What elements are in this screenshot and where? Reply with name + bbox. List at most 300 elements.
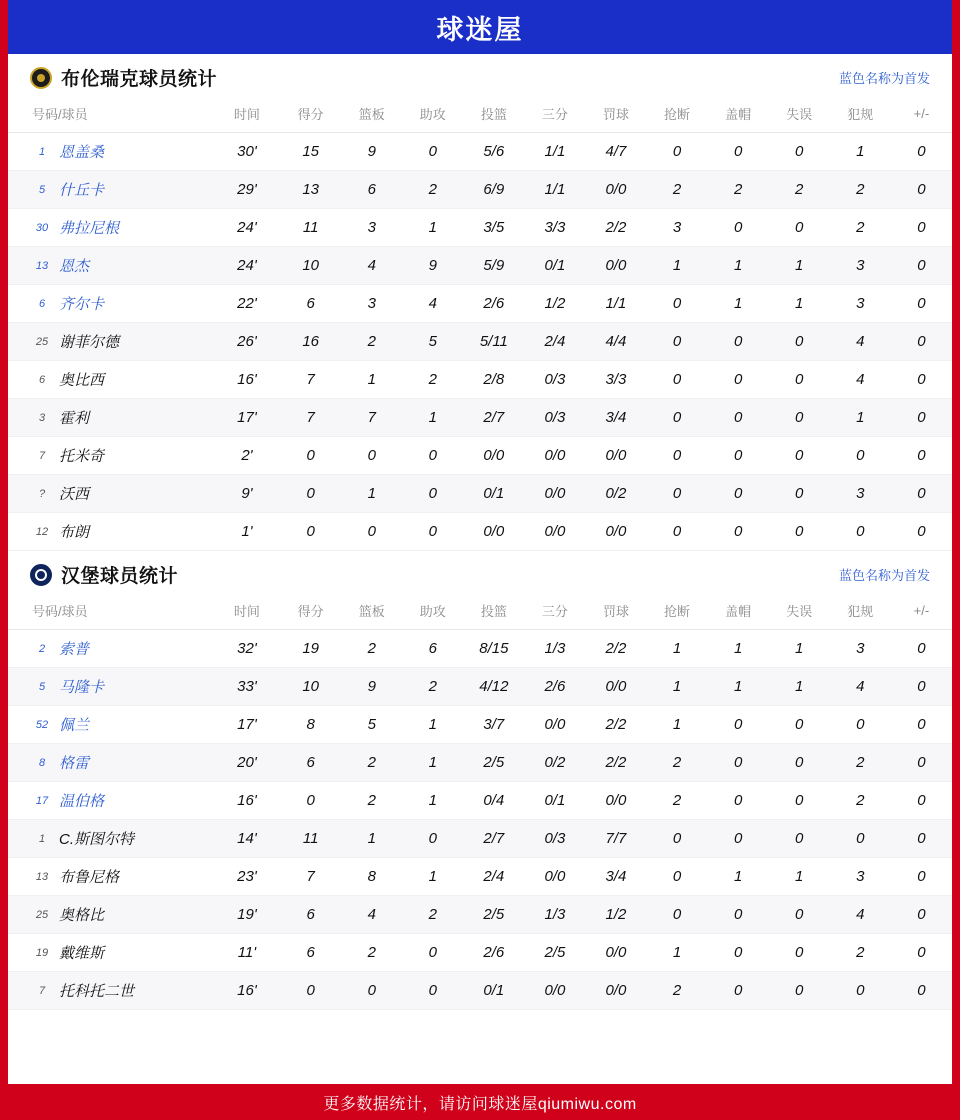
- stat-cell: 0: [830, 706, 891, 744]
- stat-cell: 0: [708, 361, 769, 399]
- stat-cell: 0: [769, 513, 830, 551]
- stat-cell: 0: [708, 782, 769, 820]
- stat-cell: 0: [769, 437, 830, 475]
- stat-cell: 16': [214, 972, 280, 1010]
- stat-cell: 2/2: [585, 744, 646, 782]
- player-name: 布朗: [59, 524, 90, 541]
- stat-cell: 2: [341, 744, 402, 782]
- player-cell: [8, 630, 214, 668]
- stat-cell: 24': [214, 247, 280, 285]
- stat-cell: 2: [647, 744, 708, 782]
- column-header: 投篮: [463, 594, 524, 630]
- stat-cell: 1: [647, 668, 708, 706]
- stat-cell: 0: [769, 820, 830, 858]
- stat-cell: 1: [708, 247, 769, 285]
- stat-cell: 0: [708, 437, 769, 475]
- column-header: 抢断: [647, 594, 708, 630]
- stat-cell: 7: [280, 361, 341, 399]
- stat-cell: 7: [280, 858, 341, 896]
- stat-cell: 0: [280, 513, 341, 551]
- stat-cell: 0: [891, 744, 952, 782]
- table-row[interactable]: [8, 820, 952, 858]
- stat-cell: 0/1: [463, 972, 524, 1010]
- stat-cell: 0/0: [585, 247, 646, 285]
- stat-cell: 0: [708, 133, 769, 171]
- stat-cell: 0/1: [524, 247, 585, 285]
- stat-cell: 0: [402, 133, 463, 171]
- stat-cell: 8/15: [463, 630, 524, 668]
- stat-cell: 0/0: [585, 668, 646, 706]
- stat-cell: 1: [647, 247, 708, 285]
- stat-cell: 0/0: [524, 972, 585, 1010]
- stat-cell: 4: [341, 896, 402, 934]
- player-stats-table: [8, 594, 952, 1010]
- player-name: 沃西: [59, 486, 90, 503]
- stat-cell: 0: [341, 513, 402, 551]
- player-number: 12: [35, 525, 49, 538]
- table-row[interactable]: [8, 972, 952, 1010]
- stat-cell: 0: [769, 896, 830, 934]
- stat-cell: 0: [402, 513, 463, 551]
- column-header: 篮板: [341, 97, 402, 133]
- stat-cell: 0: [891, 171, 952, 209]
- player-cell: [8, 247, 214, 285]
- stat-cell: 1: [830, 399, 891, 437]
- stat-cell: 1: [708, 858, 769, 896]
- stat-cell: 13: [280, 171, 341, 209]
- stat-cell: 0: [891, 475, 952, 513]
- column-header: 号码/球员: [8, 97, 214, 133]
- stat-cell: 1: [341, 475, 402, 513]
- stat-cell: 0: [647, 285, 708, 323]
- column-header: 时间: [214, 594, 280, 630]
- stat-cell: 0: [891, 630, 952, 668]
- player-number: 13: [35, 259, 49, 272]
- player-name: 什丘卡: [59, 182, 105, 199]
- right-rail: [952, 0, 960, 1120]
- stat-cell: 2: [647, 171, 708, 209]
- stat-cell: 0: [280, 972, 341, 1010]
- stat-cell: 0: [708, 209, 769, 247]
- table-row[interactable]: [8, 668, 952, 706]
- stat-cell: 0/0: [524, 475, 585, 513]
- player-number: 6: [38, 297, 46, 310]
- stat-cell: 1/1: [524, 171, 585, 209]
- column-header: 犯规: [830, 97, 891, 133]
- stat-cell: 3: [341, 285, 402, 323]
- stat-cell: 1: [341, 820, 402, 858]
- stat-cell: 4/7: [585, 133, 646, 171]
- stat-cell: 0: [708, 706, 769, 744]
- column-header: 罚球: [585, 594, 646, 630]
- stat-cell: 7: [341, 399, 402, 437]
- stat-cell: 4: [830, 361, 891, 399]
- player-number: 17: [35, 794, 49, 807]
- stat-cell: 0/4: [463, 782, 524, 820]
- player-cell: [8, 209, 214, 247]
- stat-cell: 3: [830, 630, 891, 668]
- stat-cell: 2/2: [585, 706, 646, 744]
- site-title: 球迷屋: [436, 14, 524, 45]
- table-row[interactable]: [8, 133, 952, 171]
- stat-cell: 0: [280, 437, 341, 475]
- player-number: 30: [35, 221, 49, 234]
- stat-cell: 0/0: [524, 706, 585, 744]
- team-title: 汉堡球员统计: [61, 566, 179, 587]
- table-row[interactable]: [8, 934, 952, 972]
- stat-cell: 2: [341, 323, 402, 361]
- player-name: 恩盖桑: [59, 144, 105, 161]
- player-number: 13: [35, 870, 49, 883]
- stat-cell: 4: [341, 247, 402, 285]
- page-header: [0, 0, 960, 54]
- stat-cell: 2: [341, 630, 402, 668]
- stat-cell: 0: [891, 361, 952, 399]
- column-header: 号码/球员: [8, 594, 214, 630]
- stat-cell: 0/0: [524, 858, 585, 896]
- player-number: 19: [35, 946, 49, 959]
- stat-cell: 0: [402, 475, 463, 513]
- player-cell: [8, 475, 214, 513]
- table-row[interactable]: [8, 399, 952, 437]
- stat-cell: 0/1: [524, 782, 585, 820]
- table-row[interactable]: [8, 896, 952, 934]
- player-name: 佩兰: [59, 717, 90, 734]
- stat-cell: 10: [280, 668, 341, 706]
- player-number: 1: [38, 832, 46, 845]
- column-header: 失误: [769, 97, 830, 133]
- stat-cell: 8: [280, 706, 341, 744]
- stat-cell: 1: [647, 706, 708, 744]
- stat-cell: 0: [647, 513, 708, 551]
- stat-cell: 6: [280, 744, 341, 782]
- stat-cell: 3: [830, 285, 891, 323]
- stat-cell: 2/6: [524, 668, 585, 706]
- stat-cell: 1: [341, 361, 402, 399]
- stat-cell: 2: [830, 934, 891, 972]
- player-number: 25: [35, 908, 49, 921]
- player-name: 谢菲尔德: [59, 334, 120, 351]
- stat-cell: 2/4: [524, 323, 585, 361]
- stat-cell: 0: [708, 896, 769, 934]
- stat-cell: 2: [769, 171, 830, 209]
- stat-cell: 3: [647, 209, 708, 247]
- stat-cell: 2: [830, 209, 891, 247]
- stat-cell: 9: [341, 668, 402, 706]
- stat-cell: 0: [769, 744, 830, 782]
- page-footer: [0, 1084, 960, 1120]
- column-header: +/-: [891, 97, 952, 133]
- stat-cell: 0: [891, 399, 952, 437]
- player-cell: [8, 399, 214, 437]
- stat-cell: 0: [769, 323, 830, 361]
- player-number: 1: [38, 145, 46, 158]
- stat-cell: 1: [402, 858, 463, 896]
- stat-cell: 2: [830, 744, 891, 782]
- stat-cell: 2/6: [463, 934, 524, 972]
- player-cell: [8, 706, 214, 744]
- player-name: 霍利: [59, 410, 90, 427]
- stat-cell: 30': [214, 133, 280, 171]
- stat-cell: 1: [769, 285, 830, 323]
- stat-cell: 0/0: [585, 782, 646, 820]
- stat-cell: 1': [214, 513, 280, 551]
- stat-cell: 0: [647, 896, 708, 934]
- stat-cell: 0: [341, 437, 402, 475]
- stat-cell: 0: [647, 820, 708, 858]
- player-cell: [8, 744, 214, 782]
- stat-cell: 0: [341, 972, 402, 1010]
- stat-cell: 0: [708, 513, 769, 551]
- stat-cell: 0: [891, 668, 952, 706]
- table-row[interactable]: [8, 171, 952, 209]
- stat-cell: 0: [891, 513, 952, 551]
- team-section-header: [8, 54, 952, 97]
- stat-cell: 1/3: [524, 896, 585, 934]
- stat-cell: 1: [402, 399, 463, 437]
- player-number: 5: [38, 183, 46, 196]
- stat-cell: 2: [402, 896, 463, 934]
- stat-cell: 0: [769, 782, 830, 820]
- stat-cell: 9: [402, 247, 463, 285]
- stat-cell: 4: [830, 323, 891, 361]
- table-row[interactable]: [8, 858, 952, 896]
- stat-cell: 17': [214, 399, 280, 437]
- stat-cell: 5/11: [463, 323, 524, 361]
- stat-cell: 1: [769, 858, 830, 896]
- left-rail: [0, 0, 8, 1120]
- player-name: 戴维斯: [59, 945, 105, 962]
- stat-cell: 0/0: [585, 972, 646, 1010]
- player-number: 3: [38, 411, 46, 424]
- player-name: 托米奇: [59, 448, 105, 465]
- player-cell: [8, 896, 214, 934]
- stat-cell: 0/0: [585, 437, 646, 475]
- stat-cell: 1/3: [524, 630, 585, 668]
- table-row[interactable]: [8, 323, 952, 361]
- column-header: 抢断: [647, 97, 708, 133]
- column-header: 盖帽: [708, 594, 769, 630]
- stat-cell: 2/7: [463, 820, 524, 858]
- stat-cell: 2/4: [463, 858, 524, 896]
- stat-cell: 2: [402, 668, 463, 706]
- stat-cell: 1: [402, 706, 463, 744]
- stat-cell: 11: [280, 209, 341, 247]
- player-cell: [8, 285, 214, 323]
- stat-cell: 0: [891, 133, 952, 171]
- stat-cell: 0: [891, 820, 952, 858]
- stat-cell: 5/9: [463, 247, 524, 285]
- column-header: 盖帽: [708, 97, 769, 133]
- stat-cell: 3/7: [463, 706, 524, 744]
- stat-cell: 0: [647, 323, 708, 361]
- stat-cell: 1: [769, 247, 830, 285]
- stat-cell: 15: [280, 133, 341, 171]
- stat-cell: 4: [830, 896, 891, 934]
- stat-cell: 0: [402, 934, 463, 972]
- stat-cell: 0: [402, 437, 463, 475]
- stat-cell: 2: [402, 171, 463, 209]
- stat-cell: 0: [769, 972, 830, 1010]
- column-header: 失误: [769, 594, 830, 630]
- table-row[interactable]: [8, 513, 952, 551]
- stat-cell: 0/3: [524, 399, 585, 437]
- stat-cell: 1: [402, 782, 463, 820]
- player-cell: [8, 171, 214, 209]
- player-cell: [8, 437, 214, 475]
- player-number: ?: [38, 487, 46, 500]
- player-number: 6: [38, 373, 46, 386]
- column-header: 助攻: [402, 97, 463, 133]
- stat-cell: 0/0: [524, 513, 585, 551]
- player-number: 7: [38, 984, 46, 997]
- stat-cell: 2: [830, 782, 891, 820]
- player-name: 托科托二世: [59, 983, 135, 1000]
- stat-cell: 29': [214, 171, 280, 209]
- player-name: 马隆卡: [59, 679, 105, 696]
- stat-cell: 0: [891, 934, 952, 972]
- stat-cell: 6: [280, 896, 341, 934]
- stat-cell: 11': [214, 934, 280, 972]
- player-cell: [8, 133, 214, 171]
- stat-cell: 0: [769, 209, 830, 247]
- stat-cell: 1: [402, 744, 463, 782]
- column-header: 三分: [524, 594, 585, 630]
- stat-cell: 5/6: [463, 133, 524, 171]
- stat-cell: 0: [830, 820, 891, 858]
- stat-cell: 0: [280, 782, 341, 820]
- stat-cell: 2/5: [524, 934, 585, 972]
- table-row[interactable]: [8, 475, 952, 513]
- stat-cell: 0: [769, 475, 830, 513]
- stat-cell: 4: [830, 668, 891, 706]
- stat-cell: 19': [214, 896, 280, 934]
- stat-cell: 17': [214, 706, 280, 744]
- team-title: 布伦瑞克球员统计: [61, 69, 218, 90]
- braunschweig-logo: [30, 67, 52, 89]
- player-number: 8: [38, 756, 46, 769]
- table-row[interactable]: [8, 706, 952, 744]
- column-header: 投篮: [463, 97, 524, 133]
- player-cell: [8, 361, 214, 399]
- stat-cell: 4/12: [463, 668, 524, 706]
- stat-cell: 0: [647, 399, 708, 437]
- stat-cell: 0: [647, 858, 708, 896]
- stat-cell: 0: [769, 399, 830, 437]
- stat-cell: 0: [769, 133, 830, 171]
- player-name: 弗拉尼根: [59, 220, 120, 237]
- stat-cell: 3/3: [524, 209, 585, 247]
- player-name: C.斯图尔特: [59, 831, 135, 848]
- stat-cell: 3/5: [463, 209, 524, 247]
- stat-cell: 1: [830, 133, 891, 171]
- stat-cell: 0: [891, 972, 952, 1010]
- stat-cell: 2': [214, 437, 280, 475]
- stat-cell: 0: [891, 896, 952, 934]
- stat-cell: 16: [280, 323, 341, 361]
- stat-cell: 2/7: [463, 399, 524, 437]
- hamburg-logo: [30, 564, 52, 586]
- player-number: 25: [35, 335, 49, 348]
- stat-cell: 5: [341, 706, 402, 744]
- player-name: 格雷: [59, 755, 90, 772]
- player-cell: [8, 323, 214, 361]
- stat-cell: 0/0: [463, 437, 524, 475]
- stat-cell: 2: [830, 171, 891, 209]
- column-header: 罚球: [585, 97, 646, 133]
- stat-cell: 2/2: [585, 209, 646, 247]
- stat-cell: 1/1: [524, 133, 585, 171]
- stat-cell: 1: [647, 630, 708, 668]
- stat-cell: 5: [402, 323, 463, 361]
- stat-cell: 2: [647, 972, 708, 1010]
- stat-cell: 0/3: [524, 361, 585, 399]
- stat-cell: 2: [341, 782, 402, 820]
- stat-cell: 0/3: [524, 820, 585, 858]
- player-name: 恩杰: [59, 258, 90, 275]
- stat-cell: 9': [214, 475, 280, 513]
- stat-cell: 3: [830, 475, 891, 513]
- table-row[interactable]: [8, 782, 952, 820]
- player-name: 齐尔卡: [59, 296, 105, 313]
- table-row[interactable]: [8, 361, 952, 399]
- table-row[interactable]: [8, 437, 952, 475]
- stat-cell: 4: [402, 285, 463, 323]
- table-row[interactable]: [8, 630, 952, 668]
- column-header: 得分: [280, 594, 341, 630]
- stat-cell: 0: [647, 133, 708, 171]
- table-row[interactable]: [8, 247, 952, 285]
- stat-cell: 1: [769, 630, 830, 668]
- stats-content: [8, 54, 952, 1084]
- player-number: 52: [35, 718, 49, 731]
- player-cell: [8, 858, 214, 896]
- stat-cell: 14': [214, 820, 280, 858]
- stat-cell: 0: [708, 934, 769, 972]
- stat-cell: 0: [280, 475, 341, 513]
- stat-cell: 3/4: [585, 858, 646, 896]
- stat-cell: 0: [708, 323, 769, 361]
- stat-cell: 0: [402, 820, 463, 858]
- table-row[interactable]: [8, 209, 952, 247]
- stat-cell: 3/4: [585, 399, 646, 437]
- stat-cell: 2/5: [463, 896, 524, 934]
- stat-cell: 2/8: [463, 361, 524, 399]
- stat-cell: 10: [280, 247, 341, 285]
- column-header: 犯规: [830, 594, 891, 630]
- stat-cell: 6: [280, 934, 341, 972]
- stat-cell: 2: [708, 171, 769, 209]
- stat-cell: 2/6: [463, 285, 524, 323]
- stat-cell: 0/2: [524, 744, 585, 782]
- stat-cell: 7: [280, 399, 341, 437]
- table-header-row: [8, 97, 952, 133]
- stat-cell: 4/4: [585, 323, 646, 361]
- stat-cell: 0: [647, 361, 708, 399]
- stat-cell: 0: [830, 972, 891, 1010]
- player-name: 奥格比: [59, 907, 105, 924]
- stat-cell: 0: [708, 972, 769, 1010]
- column-header: 助攻: [402, 594, 463, 630]
- stat-cell: 0/0: [585, 513, 646, 551]
- table-row[interactable]: [8, 285, 952, 323]
- stat-cell: 1: [647, 934, 708, 972]
- stat-cell: 0/1: [463, 475, 524, 513]
- player-name: 布鲁尼格: [59, 869, 120, 886]
- stat-cell: 20': [214, 744, 280, 782]
- stat-cell: 0: [891, 285, 952, 323]
- table-row[interactable]: [8, 744, 952, 782]
